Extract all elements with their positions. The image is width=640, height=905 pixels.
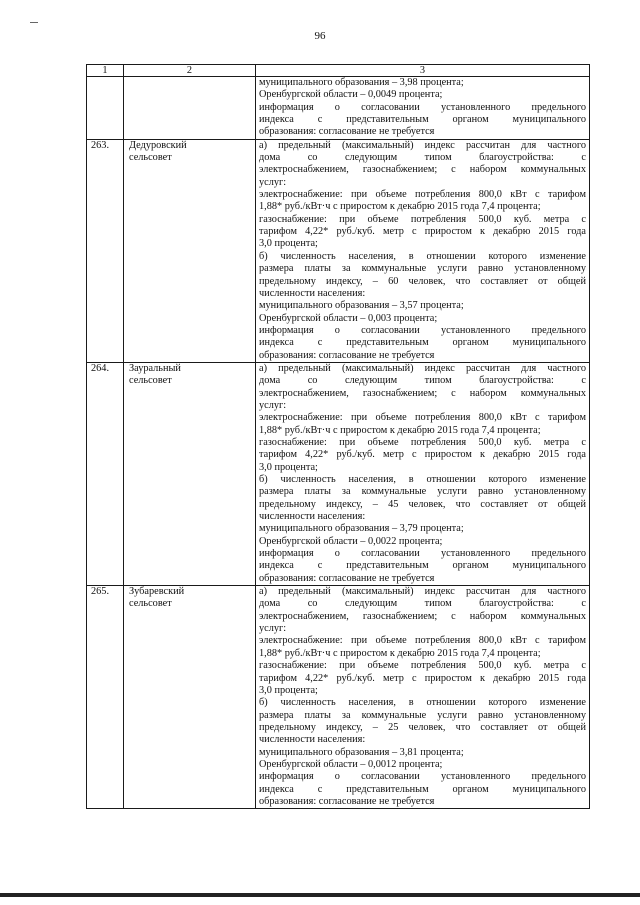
page-number: 96 (314, 30, 326, 42)
text-line: дома со следующим типом благоустройства: с (259, 152, 586, 164)
text-line: муниципального образования – 3,57 процента; (259, 300, 464, 312)
scan-mark (30, 22, 38, 23)
municipality-name (124, 362, 256, 585)
row-number: 263. (87, 139, 124, 362)
text-line: 1,88* руб./кВт·ч с приростом к декабрю 2015 года 7,4 процента; (259, 201, 541, 213)
text-line: численности населения: (259, 287, 366, 299)
header-col-municipality: 2 (124, 65, 256, 77)
text-line: а) предельный (максимальный) индекс рассчитан для частного (259, 362, 586, 374)
table-row (87, 586, 590, 809)
text-line: размера платы за коммунальные услуги равно установленному (259, 709, 586, 721)
text-line: сельсовет (129, 598, 172, 610)
text-line: предельному индексу, – 25 человек, что составляет от общей (259, 721, 586, 733)
table-header-row (87, 65, 590, 77)
text-line: образования: согласование не требуется (259, 349, 435, 361)
text-line: газоснабжение: при объеме потребления 500,0 куб. метра с (259, 213, 586, 225)
text-line: муниципального образования – 3,81 процента; (259, 746, 464, 758)
text-line: тарифом 4,22* руб./куб. метр с приростом к декабрю 2015 года (259, 449, 586, 461)
municipality-name (124, 139, 256, 362)
text-line: индекса с представительным органом муниципального (259, 337, 586, 349)
text-line: электроснабжением, газоснабжением; с набором коммунальных (259, 164, 586, 176)
text-line: электроснабжение: при объеме потребления 800,0 кВт с тарифом (259, 412, 586, 424)
text-line: б) численность населения, в отношении которого изменение (259, 250, 586, 262)
text-line: образования: согласование не требуется (259, 795, 435, 807)
text-line: сельсовет (129, 152, 172, 164)
text-line: предельному индексу, – 45 человек, что составляет от общей (259, 498, 586, 510)
text-line: электроснабжение: при объеме потребления 800,0 кВт с тарифом (259, 189, 586, 201)
scan-bottom-edge (0, 893, 640, 897)
details-cell (256, 139, 590, 362)
details-cell (256, 362, 590, 585)
table-row (87, 362, 590, 585)
text-line: Оренбургской области – 0,003 процента; (259, 312, 438, 324)
text-line: электроснабжением, газоснабжением; с набором коммунальных (259, 387, 586, 399)
text-line: электроснабжение: при объеме потребления 800,0 кВт с тарифом (259, 635, 586, 647)
text-line: тарифом 4,22* руб./куб. метр с приростом к декабрю 2015 года (259, 226, 586, 238)
details-cell (256, 586, 590, 809)
text-line: 3,0 процента; (259, 461, 318, 473)
text-line: 1,88* руб./кВт·ч с приростом к декабрю 2015 года 7,4 процента; (259, 424, 541, 436)
text-line: услуг: (259, 399, 287, 411)
text-line: муниципального образования – 3,79 процента; (259, 523, 464, 535)
text-line: индекса с представительным органом муниципального (259, 114, 586, 126)
row-number: 265. (87, 586, 124, 809)
text-line: численности населения: (259, 734, 366, 746)
text-line: Зубаревский (129, 586, 185, 598)
text-line: сельсовет (129, 375, 172, 387)
details-cell (256, 77, 590, 140)
text-line: дома со следующим типом благоустройства: с (259, 375, 586, 387)
text-line: информация о согласовании установленного предельного (259, 771, 586, 783)
header-col-details: 3 (256, 65, 590, 77)
text-line: образования: согласование не требуется (259, 126, 435, 138)
text-line: газоснабжение: при объеме потребления 500,0 куб. метра с (259, 436, 586, 448)
text-line: размера платы за коммунальные услуги равно установленному (259, 486, 586, 498)
text-line: численности населения: (259, 511, 366, 523)
name-cell (124, 77, 256, 140)
text-line: информация о согласовании установленного предельного (259, 548, 586, 560)
text-line: информация о согласовании установленного предельного (259, 324, 586, 336)
number-cell (87, 77, 124, 140)
header-col-number: 1 (87, 65, 124, 77)
text-line: муниципального образования – 3,98 процента; (259, 77, 464, 88)
text-line: предельному индексу, – 60 человек, что составляет от общей (259, 275, 586, 287)
row-number: 264. (87, 362, 124, 585)
text-line: газоснабжение: при объеме потребления 500,0 куб. метра с (259, 660, 586, 672)
text-line: б) численность населения, в отношении которого изменение (259, 474, 586, 485)
tariff-index-table (86, 64, 590, 809)
text-line: дома со следующим типом благоустройства: с (259, 598, 586, 610)
text-line: тарифом 4,22* руб./куб. метр с приростом к декабрю 2015 года (259, 672, 586, 684)
text-line: Оренбургской области – 0,0012 процента; (259, 758, 443, 770)
text-line: индекса с представительным органом муниципального (259, 560, 586, 572)
text-line: 1,88* руб./кВт·ч с приростом к декабрю 2015 года 7,4 процента; (259, 647, 541, 659)
text-line: услуг: (259, 623, 287, 635)
text-line: 3,0 процента; (259, 238, 318, 250)
text-line: а) предельный (максимальный) индекс рассчитан для частного (259, 139, 586, 151)
table-row (87, 139, 590, 362)
text-line: информация о согласовании установленного предельного (259, 101, 586, 113)
municipality-name (124, 586, 256, 809)
text-line: б) численность населения, в отношении которого изменение (259, 697, 586, 709)
text-line: Оренбургской области – 0,0022 процента; (259, 535, 443, 547)
text-line: Дедуровский (129, 139, 187, 151)
text-line: услуг: (259, 176, 287, 188)
text-line: электроснабжением, газоснабжением; с набором коммунальных (259, 610, 586, 622)
text-line: Оренбургской области – 0,0049 процента; (259, 89, 443, 101)
text-line: 3,0 процента; (259, 684, 318, 696)
text-line: а) предельный (максимальный) индекс рассчитан для частного (259, 586, 586, 598)
text-line: Зауральный (129, 362, 181, 374)
text-line: размера платы за коммунальные услуги равно установленному (259, 263, 586, 275)
text-line: индекса с представительным органом муниципального (259, 783, 586, 795)
continuation-row (87, 77, 590, 140)
text-line: образования: согласование не требуется (259, 572, 435, 584)
